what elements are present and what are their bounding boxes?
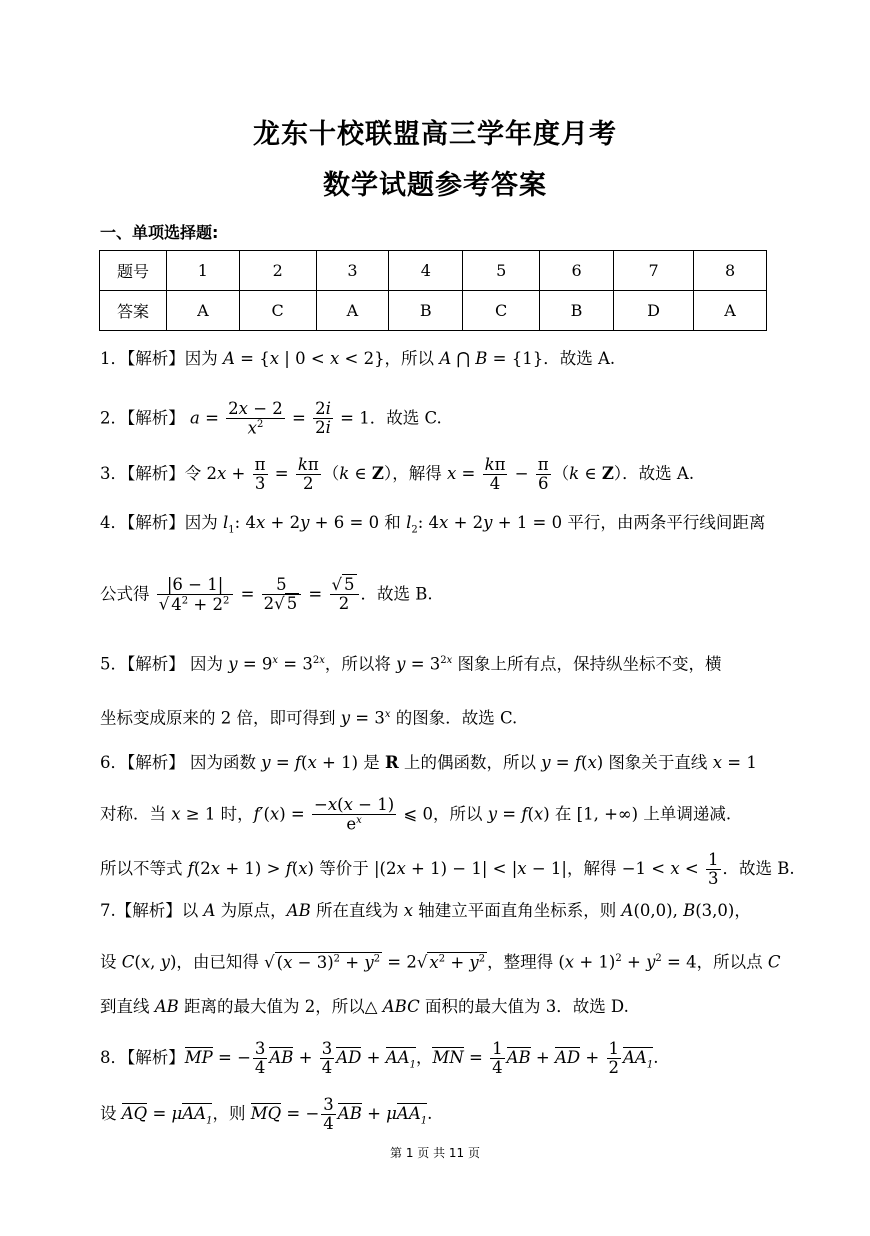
analysis-7: 7.【解析】以 A 为原点，AB 所在直线为 x 轴建立平面直角坐标系，则 A(0,0), B(3,0)， (100, 901, 751, 920)
table-cell: 3 (316, 251, 389, 291)
analysis-4-cont: 公式得 $\frac{|6 - 1|}{√ 4^2 + 2^2}$ = $\frac{5}{2√ 5}$ = $\frac{√ 5}{2}$ ．故选 B. (100, 575, 433, 614)
analysis-tag: 【解析】 (127, 654, 185, 674)
analysis-tag: 【解析】 (115, 901, 182, 920)
row-label: 答案 (100, 291, 167, 331)
analysis-3: 3．【解析】令 2x + $\frac{\pi}{3}$ = $\frac{k\pi}{2}$ （k ∈ Z），解得 x = $\frac{k\pi}{4}$ − $\frac{\pi}{6}$ （k ∈ Z）．故选 A. (100, 455, 695, 494)
analysis-6-cont: 对称．当 x ≥ 1 时，f′(x) = $\frac{-x(x - 1)}{e^x}$ ⩽ 0，所以 y = f(x) 在 [1, +∞) 上单调递减. (100, 795, 732, 834)
analysis-1: 1．【解析】因为 A = {x | 0 < x < 2}，所以 A ⋂ B = {1}．故选 A. (100, 349, 616, 368)
table-cell: 1 (167, 251, 240, 291)
analysis-tag: 【解析】 (127, 1048, 185, 1068)
page-title: 龙东十校联盟高三学年度月考 (253, 119, 617, 150)
table-row (100, 291, 767, 331)
table-cell: D (614, 291, 694, 331)
analysis-7-cont: 设 C(x, y)，由已知得 √ $(x - 3)^2 + y^2 = 2√$ $x^2 + y^2$ ，整理得 $(x + 1)^2 + y^2 = 4$，所以点 C (100, 952, 781, 972)
table-cell: A (694, 291, 767, 331)
analysis-5-cont: 坐标变成原来的 2 倍，即可得到 $y = 3^x$ 的图象．故选 C. (100, 708, 518, 728)
table-cell: 2 (239, 251, 316, 291)
answer-table (99, 250, 767, 331)
table-cell: A (316, 291, 389, 331)
table-cell: 5 (463, 251, 540, 291)
analysis-5: 5．【解析】 因为 $y = 9^x = 3^{2x}$，所以将 $y = 3^{2x}$ 图象上所有点，保持纵坐标不变，横 (100, 654, 722, 674)
analysis-7-cont2: 到直线 AB 距离的最大值为 2，所以△ ABC 面积的最大值为 3．故选 D. (100, 997, 629, 1016)
table-cell: C (463, 291, 540, 331)
analysis-tag: 【解析】 (127, 349, 185, 368)
analysis-tag: 【解析】 (127, 513, 185, 532)
analysis-tag: 【解析】 (127, 753, 185, 772)
analysis-tag: 【解析】 (127, 464, 185, 484)
analysis-2: 2．【解析】 a = $\frac{2x - 2}{x^2}$ = $\frac{2i}{2i}$ = 1．故选 C. (100, 399, 442, 438)
table-row (100, 251, 767, 291)
table-cell: 4 (389, 251, 463, 291)
analysis-6: 6．【解析】 因为函数 y = f(x + 1) 是 R 上的偶函数，所以 y = f(x) 图象关于直线 x = 1 (100, 753, 757, 772)
table-cell: B (540, 291, 614, 331)
table-cell: B (389, 291, 463, 331)
page-footer: 第 1 页 共 11 页 (390, 1146, 480, 1160)
table-cell: 7 (614, 251, 694, 291)
table-cell: 6 (540, 251, 614, 291)
page-subtitle: 数学试题参考答案 (323, 170, 547, 201)
analysis-8-cont: 设 AQ = μAA$_1$，则 MQ = − $\frac{3}{4}$ AB + μAA$_1$. (100, 1095, 433, 1134)
analysis-8: 8．【解析】MP = − $\frac{3}{4}$ AB + $\frac{3}{4}$ AD + $AA_1$，MN = $\frac{1}{4}$ AB + AD + $\frac{1}{2}$ $AA_1$. (100, 1039, 659, 1078)
analysis-6-cont2: 所以不等式 f(2x + 1) > f(x) 等价于 |(2x + 1) − 1| < |x − 1|，解得 −1 < x < $\frac{1}{3}$ ．故选 B. (100, 850, 795, 889)
table-cell: 8 (694, 251, 767, 291)
table-cell: C (239, 291, 316, 331)
table-cell: A (167, 291, 240, 331)
analysis-4: 4．【解析】因为 $l_1$: 4x + 2y + 6 = 0 和 $l_2$: 4x + 2y + 1 = 0 平行，由两条平行线间距离 (100, 513, 766, 536)
row-label: 题号 (100, 251, 167, 291)
section-heading: 一、单项选择题: (100, 223, 219, 242)
analysis-tag: 【解析】 (127, 408, 185, 428)
